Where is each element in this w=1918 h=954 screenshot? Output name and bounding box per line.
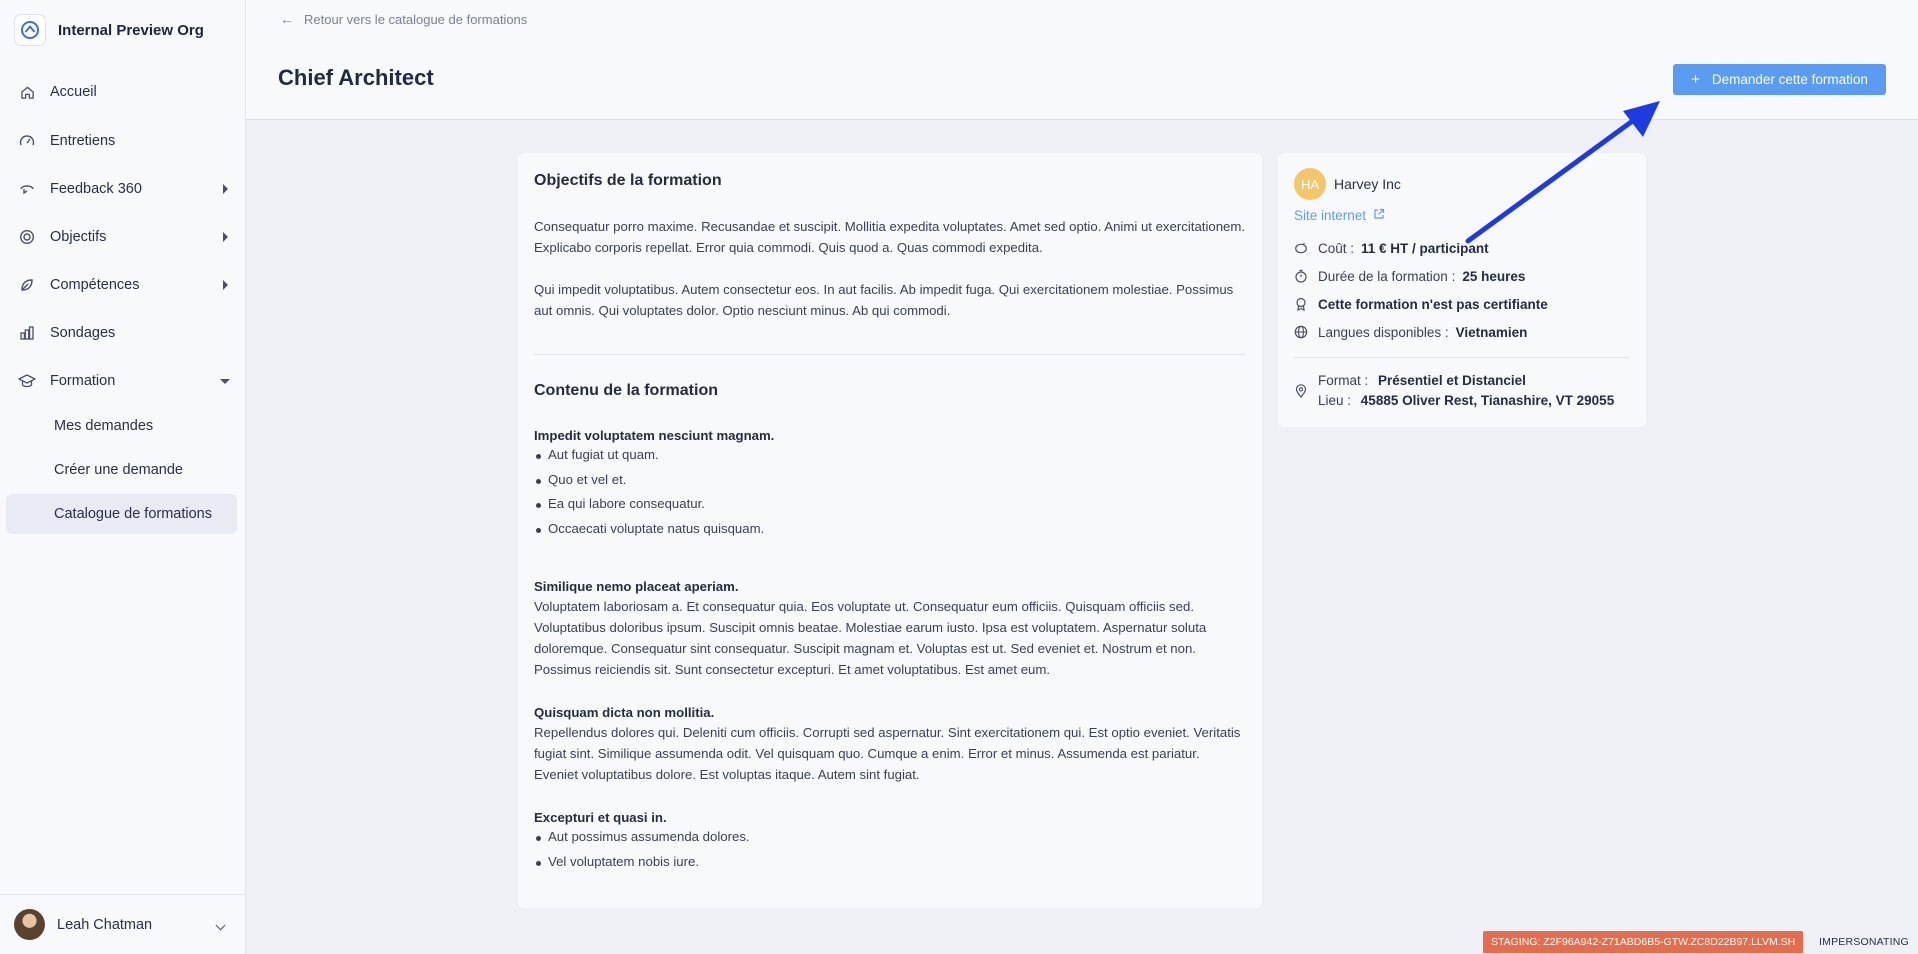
duration-row bbox=[1294, 267, 1525, 285]
avatar bbox=[14, 909, 45, 940]
leaf-icon bbox=[18, 276, 36, 294]
sub-item-mes-demandes[interactable]: Mes demandes bbox=[54, 418, 154, 434]
list-item: Aut fugiat ut quam. bbox=[534, 443, 764, 468]
content-section-text: Repellendus dolores qui. Deleniti cum officiis. Corrupti sed aspernatur. Sint exercitationem qui. Est optio eveniet. Veritatis fugiat sint. Similique assumenda odit. Vel quisquam quo. Cumque a enim. Error et minus. Assumenda est pariatur. Eveniet voluptatibus dolore. Est voluptas itaque. Autem sint fugiat. bbox=[534, 725, 1241, 782]
provider-logo: HA bbox=[1294, 168, 1326, 200]
page-title: Chief Architect bbox=[278, 65, 434, 90]
stopwatch-icon bbox=[1294, 269, 1308, 283]
org-name: Internal Preview Org bbox=[58, 21, 204, 39]
graduation-cap-icon bbox=[18, 372, 36, 390]
content-section-title: Similique nemo placeat aperiam. bbox=[534, 579, 739, 594]
home-icon bbox=[18, 83, 36, 101]
cost-label: Coût : bbox=[1318, 240, 1355, 256]
megaphone-icon bbox=[18, 180, 36, 198]
content-section-title: Excepturi et quasi in. bbox=[534, 810, 667, 825]
arrow-left-icon: ← bbox=[280, 11, 294, 27]
nav-item-label: Entretiens bbox=[50, 133, 116, 149]
sub-item-creer-demande[interactable]: Créer une demande bbox=[54, 462, 183, 478]
certification-row bbox=[1294, 295, 1548, 313]
section-divider bbox=[534, 354, 1246, 355]
nav-item-competences[interactable] bbox=[18, 271, 228, 299]
nav-item-label: Sondages bbox=[50, 325, 116, 341]
content-section-text: Voluptatem laboriosam a. Et consequatur quia. Eos voluptate ut. Consequatur eum officiis. Quisquam officiis sed. Voluptatibus doloribus ipsum. Suscipit omnis beatae. Molestiae earum iusto. Ipsa est voluptatem. Aspernatur soluta doloremque. Consequatur sint consequatur. Suscipit magnam et. Voluptas est ut. Sed eveniet et. Nostrum et non. Possimus reiciendis sit. Sunt consectetur excepturi. Et amet voluptatibus. Est amet eum. bbox=[534, 599, 1207, 677]
user-menu[interactable] bbox=[0, 894, 246, 954]
external-link-icon bbox=[1373, 208, 1385, 223]
sidebar bbox=[0, 0, 246, 954]
page-header bbox=[246, 0, 1918, 120]
piggy-bank-icon bbox=[1294, 241, 1308, 255]
request-training-label: Demander cette formation bbox=[1711, 72, 1868, 87]
expand-caret-icon bbox=[223, 232, 228, 242]
list-item: Quo et vel et. bbox=[534, 468, 764, 493]
nav-item-label: Accueil bbox=[50, 84, 97, 100]
nav-item-label: Feedback 360 bbox=[50, 181, 142, 197]
back-link-label: Retour vers le catalogue de formations bbox=[304, 11, 528, 27]
annotation-arrow bbox=[1460, 95, 1665, 245]
duration-value: 25 heures bbox=[1462, 268, 1526, 284]
content-section-title: Quisquam dicta non mollitia. bbox=[534, 705, 715, 720]
org-logo-icon bbox=[14, 14, 46, 46]
nav-item-label: Formation bbox=[50, 373, 116, 389]
languages-row bbox=[1294, 323, 1527, 341]
content-bullet-list bbox=[534, 443, 764, 541]
nav-item-feedback-360[interactable] bbox=[18, 175, 228, 203]
plus-icon: + bbox=[1691, 71, 1700, 88]
nav-item-label: Objectifs bbox=[50, 229, 107, 245]
gauge-icon bbox=[18, 132, 36, 150]
format-value: Présentiel et Distanciel bbox=[1378, 373, 1526, 388]
format-label: Format : bbox=[1318, 373, 1369, 388]
list-item: Occaecati voluptate natus quisquam. bbox=[534, 517, 764, 542]
content-bullet-list bbox=[534, 825, 750, 874]
sub-item-catalogue[interactable]: Catalogue de formations bbox=[6, 494, 237, 534]
provider-name: Harvey Inc bbox=[1334, 176, 1401, 192]
request-training-button[interactable] bbox=[1673, 64, 1886, 95]
list-item: Aut possimus assumenda dolores. bbox=[534, 825, 750, 850]
certificate-icon bbox=[1294, 297, 1308, 311]
expand-caret-icon bbox=[223, 280, 228, 290]
location-row bbox=[1318, 393, 1614, 408]
provider-divider bbox=[1294, 357, 1630, 358]
content-heading: Contenu de la formation bbox=[534, 382, 718, 399]
nav-item-formation[interactable] bbox=[18, 367, 228, 395]
nav-item-objectifs[interactable] bbox=[18, 223, 228, 251]
certification-status: Cette formation n'est pas certifiante bbox=[1318, 296, 1548, 312]
location-value: 45885 Oliver Rest, Tianashire, VT 29055 bbox=[1360, 393, 1615, 408]
nav-item-label: Compétences bbox=[50, 277, 140, 293]
org-switcher[interactable] bbox=[14, 14, 204, 46]
duration-label: Durée de la formation : bbox=[1318, 268, 1456, 284]
objectives-paragraph: Qui impedit voluptatibus. Autem consectetur eos. In aut facilis. Ab impedit fuga. Qui exercitationem molestiae. Possimus aut omnis. Qui voluptates dolor. Optio nesciunt minus. Ab qui commodi. bbox=[534, 282, 1234, 318]
chevron-down-icon bbox=[216, 921, 226, 931]
expand-caret-icon bbox=[223, 184, 228, 194]
cost-value: 11 € HT / participant bbox=[1361, 240, 1489, 256]
nav-item-sondages[interactable] bbox=[18, 319, 228, 347]
staging-badge: STAGING: Z2F96A942-Z71ABD6B5-GTW.ZC8D22B97.LLVM.SH bbox=[1483, 931, 1803, 953]
website-link-label: Site internet bbox=[1294, 208, 1367, 223]
objectives-heading: Objectifs de la formation bbox=[534, 172, 722, 189]
format-row bbox=[1318, 373, 1526, 388]
languages-label: Langues disponibles : bbox=[1318, 324, 1449, 340]
nav-item-accueil[interactable] bbox=[18, 78, 228, 106]
list-item: Ea qui labore consequatur. bbox=[534, 492, 764, 517]
nav-item-entretiens[interactable] bbox=[18, 127, 228, 155]
back-link[interactable] bbox=[280, 10, 527, 28]
user-name: Leah Chatman bbox=[57, 916, 153, 933]
objectives-paragraph: Consequatur porro maxime. Recusandae et suscipit. Mollitia expedita voluptates. Amet sed optio. Animi ut exercitationem. Explicabo corporis repellat. Error quia commodi. Quis quod a. Quas commodi expedita. bbox=[534, 219, 1246, 255]
impersonating-badge: IMPERSONATING bbox=[1819, 936, 1909, 948]
location-label: Lieu : bbox=[1318, 393, 1352, 408]
collapse-caret-icon bbox=[220, 379, 230, 384]
target-icon bbox=[18, 228, 36, 246]
map-pin-icon bbox=[1294, 384, 1308, 398]
languages-value: Vietnamien bbox=[1455, 324, 1528, 340]
content-section-title: Impedit voluptatem nesciunt magnam. bbox=[534, 428, 775, 443]
list-item: Vel voluptatem nobis iure. bbox=[534, 850, 750, 875]
globe-icon bbox=[1294, 325, 1308, 339]
provider-website-link[interactable] bbox=[1294, 208, 1385, 223]
training-details-card bbox=[518, 153, 1262, 908]
survey-icon bbox=[18, 324, 36, 342]
